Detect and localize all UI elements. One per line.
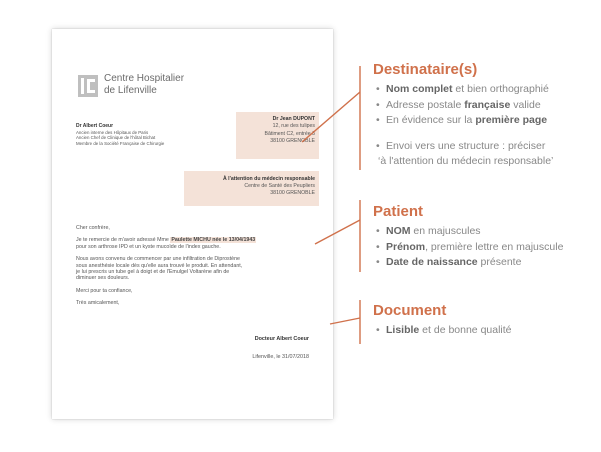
sender-line: Ancien interne des Hôpitaux de Paris: [76, 129, 149, 135]
recipient-line: 38100 GRENOBLE: [270, 138, 315, 145]
list-item: • Adresse postale française valide: [376, 98, 553, 114]
list-item: • Lisible et de bonne qualité: [376, 323, 512, 339]
document-title: Document: [373, 302, 447, 319]
destinataire-connector: [302, 92, 360, 142]
list-item: • NOM en majuscules: [376, 224, 563, 240]
sender-line: Ancien Chef de Clinique de l'hôtal Bichat: [76, 135, 156, 141]
sender-name: Dr Albert Coeur: [76, 123, 114, 129]
list-item: • Envoi vers une structure : préciser: [376, 139, 553, 155]
paragraph-3: Merci pour ta confiance,: [76, 287, 133, 294]
paragraph-4: Très amicalement,: [76, 300, 120, 307]
patient-identity: Paulette MICHU née le 13/04/1943: [171, 237, 256, 244]
greeting: Cher confrère,: [76, 225, 110, 231]
list-item: • En évidence sur la première page: [376, 113, 553, 129]
hospital-name: Centre Hospitalier de Lifenville: [104, 73, 185, 96]
document-list: [376, 323, 512, 339]
recipient-line: Bâtiment C2, entrée 3: [264, 130, 315, 137]
sender-line: Membre de la Société Française de Chirurgie: [76, 140, 165, 146]
attention-title: À l'attention du médecin responsable: [222, 176, 315, 182]
patient-title: Patient: [373, 203, 424, 220]
paragraph-2: Nous avons convenu de commencer par une infiltration de Diprostène sous anesthésie locale dès qu'elle aura trouvé le produit. En attendant, je lui prescris un tube gel à doigt et de l'Emulgel Voltarène afin de diminuer ses douleurs.: [76, 256, 243, 282]
list-item-continuation: ‘à l'attention du médecin responsable’: [378, 155, 554, 167]
list-item: • Date de naissance présente: [376, 255, 563, 271]
attention-line: Centre de Santé des Peupliers: [244, 183, 315, 189]
recipient-line: 12, rue des tulipes: [272, 123, 315, 130]
paragraph-1: Je te remercie de m'avoir adressé Mme Paulette MICHU née le 13/04/1943 pour son arthrose IPD et un kyste mucoïde de l'index gauche.: [76, 237, 256, 250]
destinataire-title: Destinataire(s): [373, 61, 478, 78]
recipient-name: Dr Jean DUPONT: [272, 116, 315, 122]
list-item: • Nom complet et bien orthographié: [376, 82, 553, 98]
list-item: • Prénom, première lettre en majuscule: [376, 240, 563, 256]
signature: Docteur Albert Coeur: [254, 336, 309, 342]
list-spacer: [376, 129, 553, 139]
place-date: Lifenville, le 31/07/2018: [252, 354, 309, 360]
document-connector: [330, 318, 360, 324]
destinataire-list: [376, 82, 553, 170]
patient-list: [376, 224, 563, 271]
patient-connector: [315, 220, 360, 244]
attention-line: 38100 GRENOBLE: [270, 190, 315, 196]
